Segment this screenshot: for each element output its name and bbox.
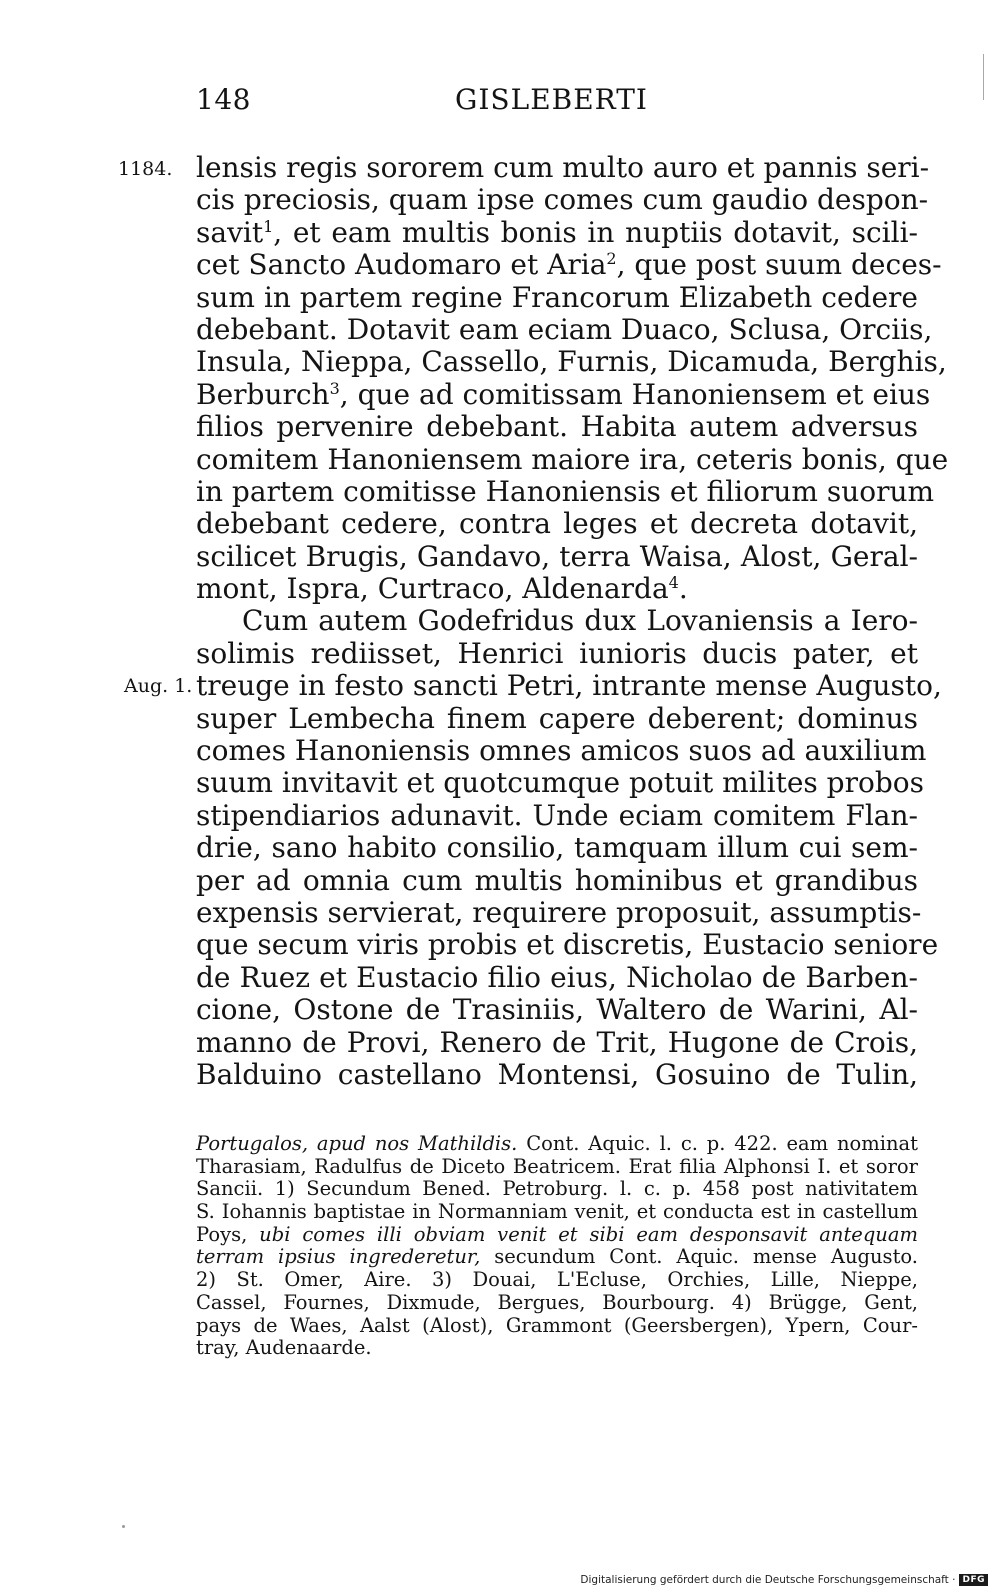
scan-edge-mark — [983, 54, 984, 100]
text-line: super Lembecha finem capere deberent; dominus — [196, 701, 918, 735]
text-line: Balduino castellano Montensi, Gosuino de Tulin, — [196, 1057, 918, 1091]
footnote-ref-4: 4 — [668, 573, 679, 593]
text-line: per ad omnia cum multis hominibus et grandibus — [196, 863, 918, 897]
text-line: in partem comitisse Hanoniensis et filiorum suorum — [196, 474, 935, 508]
text-line: stipendiarios adunavit. Unde eciam comitem Flan- — [196, 798, 918, 832]
page-number: 148 — [196, 83, 251, 116]
text-line: solimis rediisset, Henrici iunioris ducis pater, et — [196, 636, 918, 670]
footnote-ref-1: 1 — [263, 216, 274, 236]
text-line: sum in partem regine Francorum Elizabeth cedere — [196, 280, 918, 314]
text-line: Insula, Nieppa, Cassello, Furnis, Dicamuda, Berghis, — [196, 345, 947, 379]
text-line: savit$^1$, et eam multis bonis in nuptiis dotavit, scili- — [196, 215, 918, 249]
text-line: suum invitavit et quotcumque potuit milites probos — [196, 766, 924, 800]
main-text — [196, 151, 949, 1091]
footnote-line: Sancii. 1) Secundum Bened. Petroburg. l. c. p. 458 post nativitatem — [196, 1177, 918, 1201]
footnote-line: Cassel, Fournes, Dixmude, Bergues, Bourbourg. 4) Brügge, Gent, — [196, 1290, 918, 1314]
text-line: lensis regis sororem cum multo auro et pannis seri- — [196, 151, 930, 184]
text-line: debebant cedere, contra leges et decreta dotavit, — [196, 507, 918, 541]
footnote-line: tray, Audenaarde. — [196, 1336, 372, 1360]
text-line: cione, Ostone de Trasiniis, Waltero de Warini, Al- — [196, 993, 918, 1027]
dfg-logo: DFG — [959, 1574, 988, 1586]
text-line: mont, Ispra, Curtraco, Aldenarda$^4$. — [196, 572, 688, 606]
running-title: GISLEBERTI — [455, 83, 648, 116]
credit-text: Digitalisierung gefördert durch die Deutsche Forschungsgemeinschaft · — [580, 1574, 956, 1586]
text-line: que secum viris probis et discretis, Eustacio seniore — [196, 928, 939, 962]
text-line: debebant. Dotavit eam eciam Duaco, Sclusa, Orciis, — [196, 312, 933, 346]
footnote-line: 2) St. Omer, Aire. 3) Douai, L'Ecluse, Orchies, Lille, Nieppe, — [196, 1268, 918, 1292]
text-line: Cum autem Godefridus dux Lovaniensis a Iero- — [242, 604, 918, 638]
footnote-line: Portugalos, apud nos Mathildis. Cont. Aquic. l. c. p. 422. eam nominat — [196, 1132, 919, 1155]
text-line: cis preciosis, quam ipse comes cum gaudio despon- — [196, 183, 929, 217]
text-line: scilicet Brugis, Gandavo, terra Waisa, Alost, Geral- — [196, 539, 918, 573]
text-line: de Ruez et Eustacio filio eius, Nicholao de Barben- — [196, 960, 918, 994]
margin-date: Aug. 1. — [124, 675, 193, 697]
footnote-line: S. Iohannis baptistae in Normanniam venit, et conducta est in castellum — [196, 1200, 918, 1224]
footnote-ref-3: 3 — [329, 378, 340, 398]
footnote-ref-2: 2 — [606, 249, 617, 269]
footnotes — [196, 1133, 918, 1360]
text-line: comes Hanoniensis omnes amicos suos ad auxilium — [196, 734, 927, 768]
text-line: expensis servierat, requirere proposuit, assumptis- — [196, 895, 922, 929]
margin-year: 1184. — [118, 158, 173, 180]
footnote-line: Poys, ubi comes illi obviam venit et sibi eam desponsavit antequam — [196, 1222, 918, 1246]
footnote-line: Tharasiam, Radulfus de Diceto Beatricem. Erat filia Alphonsi I. et soror — [196, 1154, 918, 1178]
scan-speck — [122, 1525, 125, 1528]
text-line: cet Sancto Audomaro et Aria$^2$, que post suum deces- — [196, 248, 942, 282]
text-line: filios pervenire debebant. Habita autem adversus — [196, 410, 918, 444]
text-line: manno de Provi, Renero de Trit, Hugone de Crois, — [196, 1025, 918, 1059]
text-line: comitem Hanoniensem maiore ira, ceteris bonis, que — [196, 442, 949, 476]
footnote-line: terram ipsius ingrederetur, secundum Cont. Aquic. mense Augusto. — [196, 1245, 918, 1269]
digitization-credit — [580, 1574, 988, 1586]
text-line: Berburch$^3$, que ad comitissam Hanoniensem et eius — [196, 377, 931, 411]
text-line: drie, sano habito consilio, tamquam illum cui sem- — [196, 831, 918, 865]
text-line: treuge in festo sancti Petri, intrante mense Augusto, — [196, 669, 942, 703]
footnote-line: pays de Waes, Aalst (Alost), Grammont (Geersbergen), Ypern, Cour- — [196, 1313, 918, 1337]
